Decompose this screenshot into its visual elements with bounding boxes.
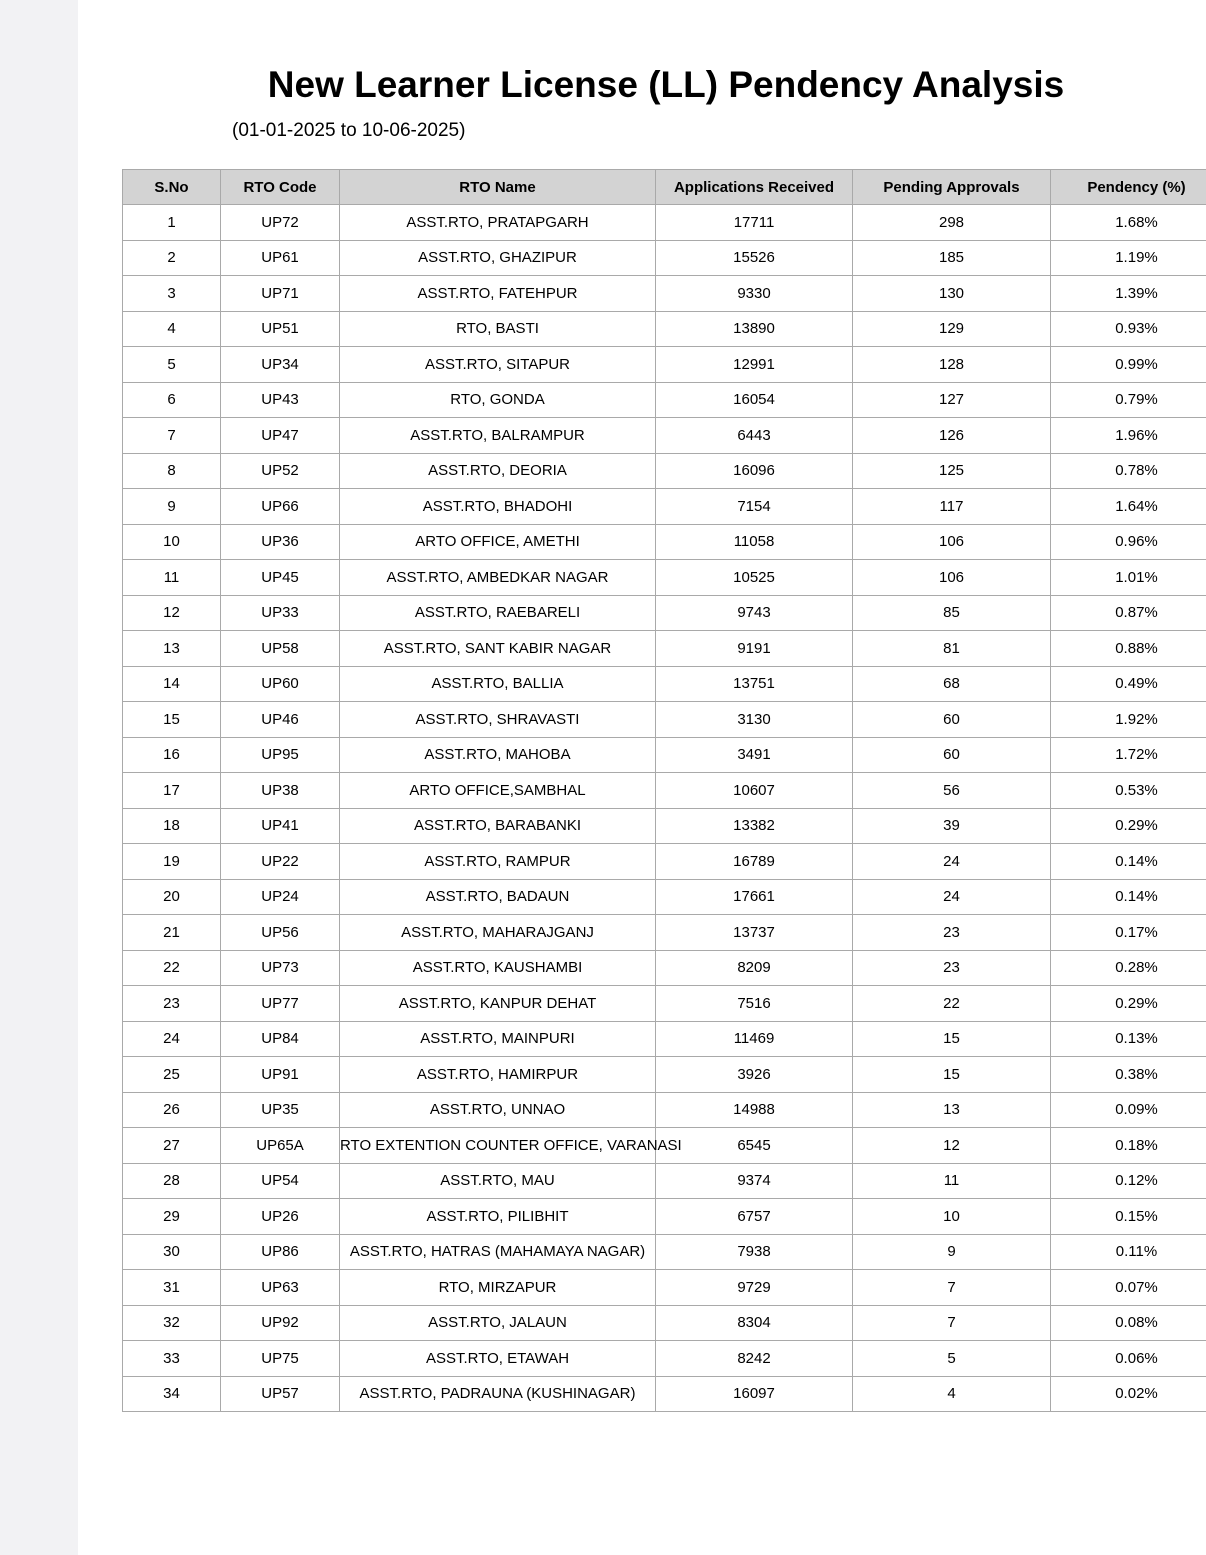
cell-rto-code: UP36 xyxy=(221,524,340,560)
pendency-table xyxy=(122,169,1206,1412)
cell-applications-received: 7154 xyxy=(656,489,853,525)
cell-sno: 21 xyxy=(123,915,221,951)
cell-pending-approvals: 12 xyxy=(853,1128,1051,1164)
cell-sno: 9 xyxy=(123,489,221,525)
cell-rto-code: UP43 xyxy=(221,382,340,418)
cell-rto-code: UP84 xyxy=(221,1021,340,1057)
cell-rto-code: UP91 xyxy=(221,1057,340,1093)
cell-pendency-percent: 1.01% xyxy=(1051,560,1206,596)
cell-applications-received: 14988 xyxy=(656,1092,853,1128)
cell-rto-name: RTO, BASTI xyxy=(340,311,656,347)
cell-pending-approvals: 15 xyxy=(853,1021,1051,1057)
cell-pending-approvals: 10 xyxy=(853,1199,1051,1235)
cell-pendency-percent: 1.19% xyxy=(1051,240,1206,276)
cell-applications-received: 16789 xyxy=(656,844,853,880)
cell-rto-name: ASST.RTO, BALLIA xyxy=(340,666,656,702)
cell-rto-name: ASST.RTO, MAHARAJGANJ xyxy=(340,915,656,951)
cell-pendency-percent: 0.93% xyxy=(1051,311,1206,347)
cell-rto-name: ASST.RTO, GHAZIPUR xyxy=(340,240,656,276)
cell-rto-code: UP22 xyxy=(221,844,340,880)
cell-sno: 17 xyxy=(123,773,221,809)
report-date-range: (01-01-2025 to 10-06-2025) xyxy=(232,120,466,141)
cell-sno: 30 xyxy=(123,1234,221,1270)
cell-applications-received: 3491 xyxy=(656,737,853,773)
cell-rto-code: UP57 xyxy=(221,1376,340,1412)
cell-pendency-percent: 0.29% xyxy=(1051,808,1206,844)
cell-applications-received: 13751 xyxy=(656,666,853,702)
cell-applications-received: 13382 xyxy=(656,808,853,844)
cell-sno: 26 xyxy=(123,1092,221,1128)
table-row xyxy=(123,524,1206,560)
table-header-row xyxy=(123,170,1206,205)
cell-pendency-percent: 0.29% xyxy=(1051,986,1206,1022)
cell-applications-received: 9191 xyxy=(656,631,853,667)
cell-rto-code: UP33 xyxy=(221,595,340,631)
header-pending-approvals: Pending Approvals xyxy=(853,170,1051,205)
cell-pendency-percent: 0.06% xyxy=(1051,1341,1206,1377)
cell-applications-received: 8209 xyxy=(656,950,853,986)
cell-rto-name: ASST.RTO, KAUSHAMBI xyxy=(340,950,656,986)
cell-sno: 1 xyxy=(123,205,221,241)
cell-rto-code: UP65A xyxy=(221,1128,340,1164)
table-row xyxy=(123,1092,1206,1128)
cell-rto-code: UP38 xyxy=(221,773,340,809)
cell-rto-code: UP86 xyxy=(221,1234,340,1270)
table-row xyxy=(123,1234,1206,1270)
cell-pending-approvals: 7 xyxy=(853,1305,1051,1341)
cell-pendency-percent: 1.96% xyxy=(1051,418,1206,454)
cell-sno: 20 xyxy=(123,879,221,915)
cell-rto-name: ASST.RTO, BALRAMPUR xyxy=(340,418,656,454)
cell-rto-name: ASST.RTO, MAINPURI xyxy=(340,1021,656,1057)
cell-sno: 8 xyxy=(123,453,221,489)
cell-pendency-percent: 1.68% xyxy=(1051,205,1206,241)
cell-pending-approvals: 117 xyxy=(853,489,1051,525)
cell-sno: 6 xyxy=(123,382,221,418)
cell-sno: 13 xyxy=(123,631,221,667)
cell-applications-received: 9330 xyxy=(656,276,853,312)
cell-pendency-percent: 1.92% xyxy=(1051,702,1206,738)
cell-pending-approvals: 9 xyxy=(853,1234,1051,1270)
table-row xyxy=(123,489,1206,525)
cell-applications-received: 11469 xyxy=(656,1021,853,1057)
cell-pendency-percent: 0.12% xyxy=(1051,1163,1206,1199)
cell-pendency-percent: 0.38% xyxy=(1051,1057,1206,1093)
cell-rto-code: UP47 xyxy=(221,418,340,454)
cell-rto-code: UP35 xyxy=(221,1092,340,1128)
table-row xyxy=(123,773,1206,809)
cell-applications-received: 16097 xyxy=(656,1376,853,1412)
cell-sno: 24 xyxy=(123,1021,221,1057)
cell-rto-code: UP56 xyxy=(221,915,340,951)
cell-pending-approvals: 126 xyxy=(853,418,1051,454)
cell-applications-received: 16096 xyxy=(656,453,853,489)
cell-rto-code: UP73 xyxy=(221,950,340,986)
cell-pending-approvals: 39 xyxy=(853,808,1051,844)
cell-rto-name: ASST.RTO, DEORIA xyxy=(340,453,656,489)
cell-rto-name: ASST.RTO, ETAWAH xyxy=(340,1341,656,1377)
cell-pendency-percent: 0.79% xyxy=(1051,382,1206,418)
cell-rto-code: UP60 xyxy=(221,666,340,702)
cell-rto-code: UP54 xyxy=(221,1163,340,1199)
cell-rto-name: RTO, GONDA xyxy=(340,382,656,418)
table-row xyxy=(123,666,1206,702)
cell-rto-name: ASST.RTO, KANPUR DEHAT xyxy=(340,986,656,1022)
cell-pendency-percent: 0.99% xyxy=(1051,347,1206,383)
table-row xyxy=(123,1199,1206,1235)
cell-applications-received: 7938 xyxy=(656,1234,853,1270)
cell-applications-received: 10607 xyxy=(656,773,853,809)
cell-sno: 14 xyxy=(123,666,221,702)
table-row xyxy=(123,1270,1206,1306)
cell-applications-received: 17711 xyxy=(656,205,853,241)
cell-pendency-percent: 0.87% xyxy=(1051,595,1206,631)
cell-applications-received: 12991 xyxy=(656,347,853,383)
cell-sno: 19 xyxy=(123,844,221,880)
cell-pendency-percent: 1.64% xyxy=(1051,489,1206,525)
cell-rto-name: ASST.RTO, SHRAVASTI xyxy=(340,702,656,738)
cell-pending-approvals: 127 xyxy=(853,382,1051,418)
cell-pending-approvals: 185 xyxy=(853,240,1051,276)
cell-rto-name: RTO, MIRZAPUR xyxy=(340,1270,656,1306)
cell-rto-name: ASST.RTO, PADRAUNA (KUSHINAGAR) xyxy=(340,1376,656,1412)
cell-pending-approvals: 22 xyxy=(853,986,1051,1022)
cell-pending-approvals: 81 xyxy=(853,631,1051,667)
cell-rto-name: ASST.RTO, BARABANKI xyxy=(340,808,656,844)
cell-sno: 7 xyxy=(123,418,221,454)
header-rto-name: RTO Name xyxy=(340,170,656,205)
cell-pendency-percent: 0.07% xyxy=(1051,1270,1206,1306)
cell-sno: 16 xyxy=(123,737,221,773)
cell-pendency-percent: 0.78% xyxy=(1051,453,1206,489)
cell-pending-approvals: 56 xyxy=(853,773,1051,809)
cell-applications-received: 9374 xyxy=(656,1163,853,1199)
cell-rto-name: ASST.RTO, MAHOBA xyxy=(340,737,656,773)
cell-applications-received: 8304 xyxy=(656,1305,853,1341)
cell-pendency-percent: 0.18% xyxy=(1051,1128,1206,1164)
table-row xyxy=(123,453,1206,489)
cell-pendency-percent: 1.39% xyxy=(1051,276,1206,312)
cell-sno: 10 xyxy=(123,524,221,560)
cell-rto-code: UP72 xyxy=(221,205,340,241)
cell-pending-approvals: 23 xyxy=(853,915,1051,951)
cell-rto-name: ASST.RTO, JALAUN xyxy=(340,1305,656,1341)
cell-rto-code: UP61 xyxy=(221,240,340,276)
table-row xyxy=(123,1305,1206,1341)
cell-pending-approvals: 130 xyxy=(853,276,1051,312)
cell-rto-code: UP45 xyxy=(221,560,340,596)
cell-rto-name: ASST.RTO, RAMPUR xyxy=(340,844,656,880)
cell-rto-code: UP63 xyxy=(221,1270,340,1306)
cell-rto-code: UP66 xyxy=(221,489,340,525)
cell-rto-name: ASST.RTO, AMBEDKAR NAGAR xyxy=(340,560,656,596)
cell-rto-code: UP75 xyxy=(221,1341,340,1377)
table-row xyxy=(123,311,1206,347)
document-page xyxy=(78,0,1206,1555)
table-row xyxy=(123,595,1206,631)
cell-pending-approvals: 298 xyxy=(853,205,1051,241)
cell-pending-approvals: 68 xyxy=(853,666,1051,702)
table-row xyxy=(123,1341,1206,1377)
cell-rto-name: ASST.RTO, PRATAPGARH xyxy=(340,205,656,241)
cell-sno: 33 xyxy=(123,1341,221,1377)
cell-sno: 11 xyxy=(123,560,221,596)
cell-pendency-percent: 0.09% xyxy=(1051,1092,1206,1128)
cell-rto-code: UP24 xyxy=(221,879,340,915)
table-row xyxy=(123,560,1206,596)
cell-rto-code: UP52 xyxy=(221,453,340,489)
cell-sno: 23 xyxy=(123,986,221,1022)
cell-applications-received: 9729 xyxy=(656,1270,853,1306)
cell-pendency-percent: 0.53% xyxy=(1051,773,1206,809)
table-row xyxy=(123,382,1206,418)
cell-pending-approvals: 5 xyxy=(853,1341,1051,1377)
cell-sno: 25 xyxy=(123,1057,221,1093)
table-row xyxy=(123,631,1206,667)
cell-applications-received: 6443 xyxy=(656,418,853,454)
cell-applications-received: 6545 xyxy=(656,1128,853,1164)
cell-sno: 15 xyxy=(123,702,221,738)
cell-sno: 4 xyxy=(123,311,221,347)
cell-pending-approvals: 106 xyxy=(853,560,1051,596)
cell-applications-received: 6757 xyxy=(656,1199,853,1235)
cell-pendency-percent: 0.49% xyxy=(1051,666,1206,702)
cell-rto-name: ASST.RTO, UNNAO xyxy=(340,1092,656,1128)
cell-sno: 27 xyxy=(123,1128,221,1164)
cell-pending-approvals: 128 xyxy=(853,347,1051,383)
cell-pendency-percent: 0.02% xyxy=(1051,1376,1206,1412)
cell-pending-approvals: 15 xyxy=(853,1057,1051,1093)
cell-pendency-percent: 0.28% xyxy=(1051,950,1206,986)
cell-pendency-percent: 0.96% xyxy=(1051,524,1206,560)
cell-sno: 2 xyxy=(123,240,221,276)
cell-rto-code: UP58 xyxy=(221,631,340,667)
cell-applications-received: 16054 xyxy=(656,382,853,418)
table-row xyxy=(123,418,1206,454)
cell-rto-code: UP26 xyxy=(221,1199,340,1235)
cell-pendency-percent: 0.17% xyxy=(1051,915,1206,951)
table-row xyxy=(123,879,1206,915)
cell-applications-received: 10525 xyxy=(656,560,853,596)
cell-pending-approvals: 125 xyxy=(853,453,1051,489)
cell-rto-code: UP51 xyxy=(221,311,340,347)
cell-pending-approvals: 60 xyxy=(853,702,1051,738)
cell-rto-name: ASST.RTO, SITAPUR xyxy=(340,347,656,383)
cell-sno: 32 xyxy=(123,1305,221,1341)
cell-applications-received: 7516 xyxy=(656,986,853,1022)
cell-pending-approvals: 4 xyxy=(853,1376,1051,1412)
cell-pending-approvals: 85 xyxy=(853,595,1051,631)
table-row xyxy=(123,1057,1206,1093)
header-rto-code: RTO Code xyxy=(221,170,340,205)
cell-rto-name: ASST.RTO, FATEHPUR xyxy=(340,276,656,312)
cell-applications-received: 8242 xyxy=(656,1341,853,1377)
cell-rto-name: ASST.RTO, RAEBARELI xyxy=(340,595,656,631)
cell-applications-received: 15526 xyxy=(656,240,853,276)
table-row xyxy=(123,737,1206,773)
cell-pendency-percent: 0.14% xyxy=(1051,844,1206,880)
cell-sno: 5 xyxy=(123,347,221,383)
cell-pending-approvals: 106 xyxy=(853,524,1051,560)
cell-rto-name: ASST.RTO, BADAUN xyxy=(340,879,656,915)
cell-pendency-percent: 0.11% xyxy=(1051,1234,1206,1270)
cell-rto-code: UP95 xyxy=(221,737,340,773)
header-sno: S.No xyxy=(123,170,221,205)
cell-sno: 31 xyxy=(123,1270,221,1306)
table-row xyxy=(123,205,1206,241)
cell-applications-received: 9743 xyxy=(656,595,853,631)
cell-pendency-percent: 0.15% xyxy=(1051,1199,1206,1235)
table-row xyxy=(123,347,1206,383)
cell-applications-received: 13737 xyxy=(656,915,853,951)
cell-sno: 28 xyxy=(123,1163,221,1199)
cell-rto-code: UP41 xyxy=(221,808,340,844)
cell-pending-approvals: 129 xyxy=(853,311,1051,347)
report-title: New Learner License (LL) Pendency Analysis xyxy=(267,64,1065,105)
table-row xyxy=(123,808,1206,844)
cell-pendency-percent: 0.88% xyxy=(1051,631,1206,667)
table-row xyxy=(123,1163,1206,1199)
cell-rto-name: ASST.RTO, MAU xyxy=(340,1163,656,1199)
cell-pending-approvals: 23 xyxy=(853,950,1051,986)
table-row xyxy=(123,1021,1206,1057)
cell-rto-name: RTO EXTENTION COUNTER OFFICE, VARANASI xyxy=(340,1128,656,1164)
cell-pending-approvals: 7 xyxy=(853,1270,1051,1306)
header-pendency-percent: Pendency (%) xyxy=(1051,170,1206,205)
cell-applications-received: 17661 xyxy=(656,879,853,915)
table-row xyxy=(123,276,1206,312)
cell-sno: 18 xyxy=(123,808,221,844)
cell-rto-name: ASST.RTO, BHADOHI xyxy=(340,489,656,525)
cell-rto-name: ASST.RTO, PILIBHIT xyxy=(340,1199,656,1235)
cell-sno: 3 xyxy=(123,276,221,312)
cell-pendency-percent: 0.08% xyxy=(1051,1305,1206,1341)
cell-pendency-percent: 0.13% xyxy=(1051,1021,1206,1057)
cell-rto-name: ARTO OFFICE,SAMBHAL xyxy=(340,773,656,809)
cell-sno: 34 xyxy=(123,1376,221,1412)
cell-rto-name: ASST.RTO, HATRAS (MAHAMAYA NAGAR) xyxy=(340,1234,656,1270)
cell-pendency-percent: 0.14% xyxy=(1051,879,1206,915)
cell-pending-approvals: 60 xyxy=(853,737,1051,773)
cell-rto-code: UP34 xyxy=(221,347,340,383)
cell-applications-received: 3130 xyxy=(656,702,853,738)
cell-rto-code: UP92 xyxy=(221,1305,340,1341)
cell-rto-name: ARTO OFFICE, AMETHI xyxy=(340,524,656,560)
table-row xyxy=(123,702,1206,738)
cell-rto-code: UP77 xyxy=(221,986,340,1022)
table-body xyxy=(123,205,1206,1412)
cell-sno: 29 xyxy=(123,1199,221,1235)
cell-pendency-percent: 1.72% xyxy=(1051,737,1206,773)
cell-applications-received: 11058 xyxy=(656,524,853,560)
cell-applications-received: 13890 xyxy=(656,311,853,347)
cell-pending-approvals: 13 xyxy=(853,1092,1051,1128)
table-row xyxy=(123,1128,1206,1164)
table-row xyxy=(123,240,1206,276)
table-row xyxy=(123,915,1206,951)
cell-sno: 22 xyxy=(123,950,221,986)
cell-rto-name: ASST.RTO, SANT KABIR NAGAR xyxy=(340,631,656,667)
cell-pending-approvals: 24 xyxy=(853,844,1051,880)
cell-pending-approvals: 11 xyxy=(853,1163,1051,1199)
cell-sno: 12 xyxy=(123,595,221,631)
table-row xyxy=(123,1376,1206,1412)
table-row xyxy=(123,986,1206,1022)
table-row xyxy=(123,844,1206,880)
cell-rto-name: ASST.RTO, HAMIRPUR xyxy=(340,1057,656,1093)
cell-rto-code: UP71 xyxy=(221,276,340,312)
cell-applications-received: 3926 xyxy=(656,1057,853,1093)
header-applications-received: Applications Received xyxy=(656,170,853,205)
table-row xyxy=(123,950,1206,986)
cell-rto-code: UP46 xyxy=(221,702,340,738)
cell-pending-approvals: 24 xyxy=(853,879,1051,915)
